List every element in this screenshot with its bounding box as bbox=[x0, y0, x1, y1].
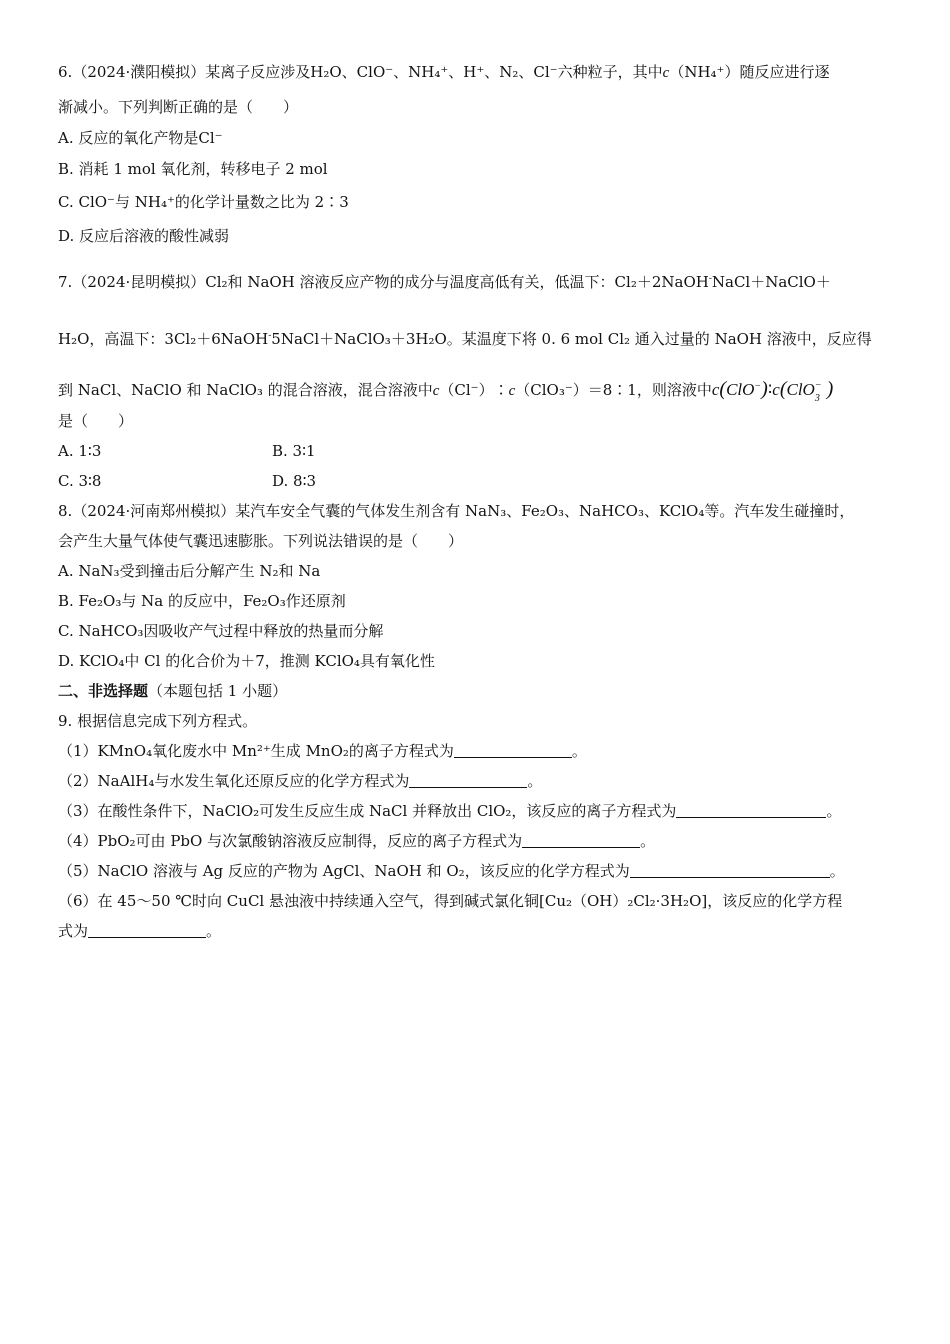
q9-part-6-line1: （6）在 45～50 ℃时向 CuCl 悬浊液中持续通入空气，得到碱式氯化铜[Cu₂（OH）₂Cl₂·3H₂O]，该反应的化学方程 bbox=[58, 892, 843, 910]
section-2-heading: 二、非选择题（本题包括 1 小题） bbox=[58, 682, 288, 700]
question-6 bbox=[58, 62, 898, 246]
q7-option-d: D. 8∶3 bbox=[272, 472, 317, 490]
answer-blank-1[interactable] bbox=[454, 742, 572, 758]
q7-options-row1 bbox=[58, 441, 898, 461]
q7-stem-line3: 到 NaCl、NaClO 和 NaClO₃ 的混合溶液，混合溶液中c（Cl⁻）∶c（ClO₃⁻）＝8∶1，则溶液中c(ClO−)∶c(ClO$_3$− ) bbox=[58, 378, 834, 405]
q9-part-5: （5）NaClO 溶液与 Ag 反应的产物为 AgCl、NaOH 和 O₂，该反应的化学方程式为 。 bbox=[58, 862, 845, 880]
q7-option-a: A. 1∶3 bbox=[58, 442, 102, 460]
q8-option-c: C. NaHCO₃因吸收产气过程中释放的热量而分解 bbox=[58, 622, 384, 640]
ratio-expression: c(ClO−)∶c(ClO$_3$− ) bbox=[711, 378, 834, 405]
q9-part-6-line2: 式为 。 bbox=[58, 922, 222, 940]
q9-part-2: （2）NaAlH₄与水发生氧化还原反应的化学方程式为 。 bbox=[58, 772, 543, 790]
q9-stem: 9. 根据信息完成下列方程式。 bbox=[58, 712, 258, 730]
question-7 bbox=[58, 269, 898, 491]
q6-stem-line1: 6.（2024·濮阳模拟）某离子反应涉及H₂O、ClO⁻、NH₄⁺、H⁺、N₂、Cl⁻六种粒子，其中c（NH₄⁺）随反应进行逐 bbox=[58, 63, 830, 81]
q6-stem-line2: 渐减小。下列判断正确的是（ ） bbox=[58, 98, 299, 116]
q7-stem-line2: H₂O，高温下：3Cl₂＋6NaOH-5NaCl＋NaClO₃＋3H₂O。某温度下将 0. 6 mol Cl₂ 通入过量的 NaOH 溶液中，反应得 bbox=[58, 330, 872, 348]
q9-part-4: （4）PbO₂可由 PbO 与次氯酸钠溶液反应制得，反应的离子方程式为 。 bbox=[58, 832, 656, 850]
q6-option-d: D. 反应后溶液的酸性减弱 bbox=[58, 227, 230, 245]
q8-option-b: B. Fe₂O₃与 Na 的反应中，Fe₂O₃作还原剂 bbox=[58, 592, 346, 610]
answer-blank-2[interactable] bbox=[409, 772, 527, 788]
q9-part-1: （1）KMnO₄氧化废水中 Mn²⁺生成 MnO₂的离子方程式为 。 bbox=[58, 742, 587, 760]
answer-blank-3[interactable] bbox=[676, 802, 826, 818]
q6-option-a: A. 反应的氧化产物是Cl⁻ bbox=[58, 129, 223, 147]
q8-stem-line1: 8.（2024·河南郑州模拟）某汽车安全气囊的气体发生剂含有 NaN₃、Fe₂O₃、NaHCO₃、KClO₄等。汽车发生碰撞时， bbox=[58, 502, 855, 520]
q8-option-a: A. NaN₃受到撞击后分解产生 N₂和 Na bbox=[58, 562, 321, 580]
worksheet-page bbox=[58, 62, 898, 941]
q8-option-d: D. KClO₄中 Cl 的化合价为＋7，推测 KClO₄具有氧化性 bbox=[58, 652, 435, 670]
q7-option-c: C. 3∶8 bbox=[58, 472, 102, 490]
q8-stem-line2: 会产生大量气体使气囊迅速膨胀。下列说法错误的是（ ） bbox=[58, 532, 464, 550]
question-8 bbox=[58, 501, 898, 671]
answer-blank-6[interactable] bbox=[88, 922, 206, 938]
q9-part-3: （3）在酸性条件下，NaClO₂可发生反应生成 NaCl 并释放出 ClO₂，该反应的离子方程式为 。 bbox=[58, 802, 842, 820]
q7-stem-line4: 是（ ） bbox=[58, 412, 134, 430]
answer-blank-4[interactable] bbox=[522, 832, 640, 848]
q6-option-c: C. ClO⁻与 NH₄⁺的化学计量数之比为 2∶3 bbox=[58, 193, 349, 211]
q7-stem-line1: 7.（2024·昆明模拟）Cl₂和 NaOH 溶液反应产物的成分与温度高低有关，低温下：Cl₂＋2NaOH-NaCl＋NaClO＋ bbox=[58, 273, 831, 291]
q7-options-row2 bbox=[58, 471, 898, 491]
q7-option-b: B. 3∶1 bbox=[272, 442, 316, 460]
question-9 bbox=[58, 711, 898, 941]
answer-blank-5[interactable] bbox=[630, 862, 830, 878]
q6-option-b: B. 消耗 1 mol 氧化剂，转移电子 2 mol bbox=[58, 160, 328, 178]
